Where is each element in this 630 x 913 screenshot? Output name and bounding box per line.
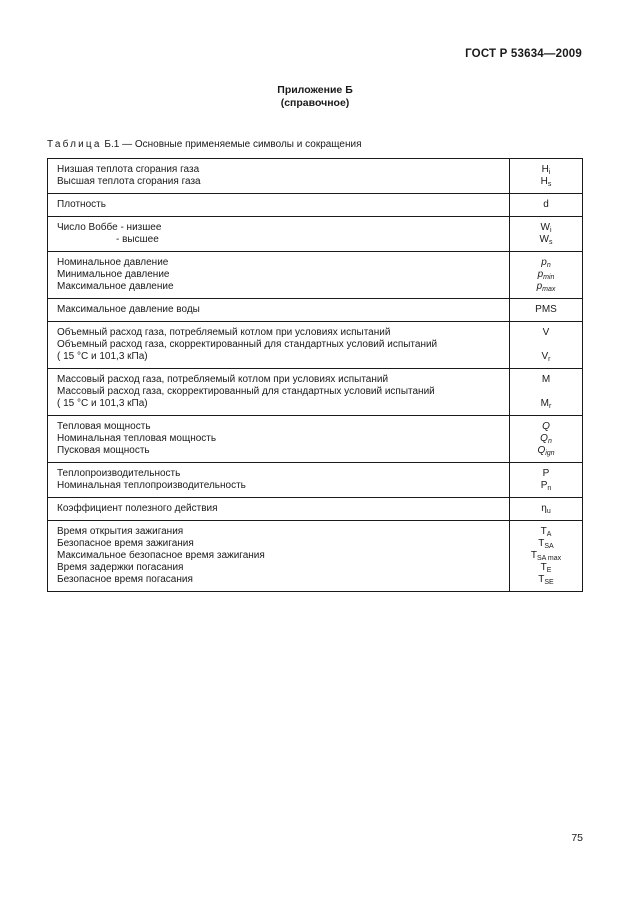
- table-caption-prefix: Таблица: [47, 139, 102, 150]
- description-line: Низшая теплота сгорания газа: [57, 164, 200, 175]
- symbol-base: p: [537, 269, 544, 280]
- description-line: Максимальное давление: [57, 281, 174, 292]
- symbol-subscript: s: [547, 181, 552, 188]
- symbol: [512, 526, 580, 538]
- annex-title: Приложение Б: [277, 84, 353, 96]
- symbol: [512, 445, 580, 457]
- symbol-gap: [512, 386, 580, 398]
- row-description: [48, 498, 510, 521]
- symbol: [512, 538, 580, 550]
- symbol-base: Q: [537, 445, 546, 456]
- symbol-subscript: s: [548, 239, 553, 246]
- symbol-subscript: ign: [545, 450, 555, 457]
- description-line: Число Воббе - низшее: [57, 222, 162, 233]
- symbol-base: M: [541, 374, 551, 385]
- symbol-base: P: [540, 480, 548, 491]
- symbol-subscript: i: [548, 169, 551, 176]
- row-symbol: [510, 159, 583, 194]
- symbol: [512, 234, 580, 246]
- symbol-subscript: r: [549, 403, 552, 410]
- symbol-subscript: SA max: [536, 555, 562, 562]
- row-description: [48, 369, 510, 416]
- row-description: [48, 194, 510, 217]
- symbol-base: T: [540, 562, 547, 573]
- description-line: Объемный расход газа, потребляемый котлом при условиях испытаний: [57, 327, 391, 338]
- symbol-subscript: SA: [544, 543, 554, 550]
- row-symbol: [510, 463, 583, 498]
- symbol-base: W: [539, 234, 549, 245]
- symbol-base: p: [541, 257, 547, 268]
- table-row: [48, 463, 583, 498]
- symbol: [512, 503, 580, 515]
- symbol-base: P: [542, 468, 550, 479]
- annex-subtitle: (справочное): [280, 97, 350, 109]
- row-description: [48, 252, 510, 299]
- symbol: [512, 176, 580, 188]
- symbol-base: T: [540, 526, 547, 537]
- row-symbol: [510, 416, 583, 463]
- symbol: [512, 351, 580, 363]
- annex-heading: [0, 84, 630, 110]
- description-line: Теплопроизводительность: [57, 468, 181, 479]
- symbol-subscript: r: [548, 356, 551, 363]
- symbol: [512, 574, 580, 586]
- table-row: [48, 416, 583, 463]
- symbol-subscript: SE: [544, 579, 554, 586]
- symbol-base: T: [530, 550, 537, 561]
- symbol-base: Q: [542, 421, 550, 432]
- description-line: Безопасное время погасания: [57, 574, 193, 585]
- row-symbol: [510, 299, 583, 322]
- symbol-subscript: n: [547, 438, 552, 445]
- description-line: Коэффициент полезного действия: [57, 503, 218, 514]
- symbol: [512, 257, 580, 269]
- description-line: Номинальное давление: [57, 257, 169, 268]
- symbol-base: V: [541, 351, 549, 362]
- description-line: Пусковая мощность: [57, 445, 150, 456]
- symbol-subscript: E: [546, 567, 552, 574]
- row-description: [48, 463, 510, 498]
- symbol-base: M: [540, 398, 549, 409]
- table-row: [48, 217, 583, 252]
- table-row: [48, 521, 583, 592]
- symbol-gap: [512, 339, 580, 351]
- symbol-subscript: A: [546, 531, 552, 538]
- row-description: [48, 299, 510, 322]
- row-symbol: [510, 252, 583, 299]
- description-line: Время открытия зажигания: [57, 526, 184, 537]
- page-number: 75: [571, 832, 583, 844]
- symbol: [512, 374, 580, 386]
- table-row: [48, 194, 583, 217]
- symbol: [512, 164, 580, 176]
- row-symbol: [510, 369, 583, 416]
- symbol-base: PMS: [535, 304, 557, 315]
- symbol-base: H: [541, 164, 549, 175]
- table-row: [48, 299, 583, 322]
- table-caption-text: Б.1 — Основные применяемые символы и сокращения: [101, 139, 362, 150]
- description-line: - высшее: [116, 234, 159, 245]
- symbol-base: T: [538, 574, 545, 585]
- description-line: Время задержки погасания: [57, 562, 184, 573]
- table-caption: [47, 139, 362, 150]
- row-description: [48, 217, 510, 252]
- symbol-base: V: [542, 327, 550, 338]
- symbol-subscript: n: [547, 485, 552, 492]
- row-symbol: [510, 194, 583, 217]
- symbol-base: Q: [540, 433, 548, 444]
- symbol-subscript: u: [546, 508, 551, 515]
- symbol: [512, 222, 580, 234]
- description-line: Массовый расход газа, скорректированный для стандартных условий испытаний: [57, 386, 435, 397]
- symbol: [512, 550, 580, 562]
- table-row: [48, 498, 583, 521]
- row-symbol: [510, 521, 583, 592]
- symbol: [512, 421, 580, 433]
- description-line: Номинальная теплопроизводительность: [57, 480, 246, 491]
- description-line: Максимальное безопасное время зажигания: [57, 550, 265, 561]
- description-line: Тепловая мощность: [57, 421, 151, 432]
- description-line: Безопасное время зажигания: [57, 538, 194, 549]
- table-row: [48, 322, 583, 369]
- symbol-subscript: max: [542, 286, 556, 293]
- description-line: Плотность: [57, 199, 106, 210]
- symbol: [512, 398, 580, 410]
- symbol-base: d: [543, 199, 549, 210]
- row-description: [48, 521, 510, 592]
- symbol: [512, 304, 580, 316]
- row-symbol: [510, 322, 583, 369]
- symbol: [512, 281, 580, 293]
- symbol-base: T: [538, 538, 545, 549]
- description-line: Высшая теплота сгорания газа: [57, 176, 201, 187]
- symbol-subscript: min: [543, 274, 555, 281]
- symbol: [512, 199, 580, 211]
- description-line: ( 15 °С и 101,3 кПа): [57, 398, 148, 409]
- symbol-base: p: [536, 281, 543, 292]
- description-line: Минимальное давление: [57, 269, 170, 280]
- document-code: ГОСТ Р 53634—2009: [465, 48, 582, 60]
- symbol: [512, 562, 580, 574]
- description-line: Массовый расход газа, потребляемый котлом при условиях испытаний: [57, 374, 389, 385]
- symbol: [512, 433, 580, 445]
- table-row: [48, 159, 583, 194]
- table-row: [48, 369, 583, 416]
- symbol-base: η: [541, 503, 547, 514]
- row-description: [48, 322, 510, 369]
- table-row: [48, 252, 583, 299]
- symbols-table: [47, 158, 583, 592]
- row-description: [48, 416, 510, 463]
- row-symbol: [510, 217, 583, 252]
- description-line: Максимальное давление воды: [57, 304, 200, 315]
- symbol-subscript: n: [546, 262, 551, 269]
- symbol-subscript: i: [549, 227, 552, 234]
- description-line: ( 15 °С и 101,3 кПа): [57, 351, 148, 362]
- description-line: Номинальная тепловая мощность: [57, 433, 217, 444]
- row-symbol: [510, 498, 583, 521]
- symbol: [512, 468, 580, 480]
- symbol: [512, 480, 580, 492]
- symbol-base: W: [540, 222, 550, 233]
- description-line: Объемный расход газа, скорректированный для стандартных условий испытаний: [57, 339, 438, 350]
- symbol: [512, 327, 580, 339]
- symbol: [512, 269, 580, 281]
- symbol-base: H: [540, 176, 548, 187]
- row-description: [48, 159, 510, 194]
